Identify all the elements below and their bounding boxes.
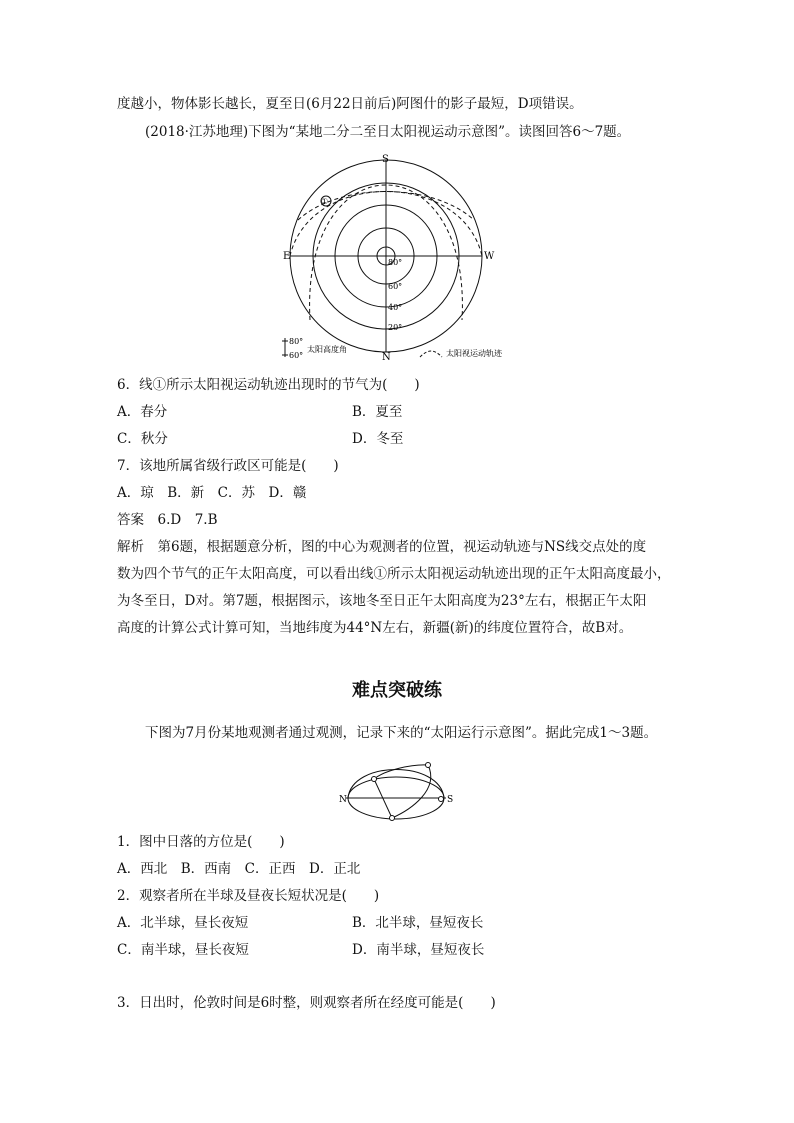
q6-option-d: D．冬至 <box>352 431 404 447</box>
legend-altitude-label: 太阳高度角 <box>307 345 347 354</box>
sun-motion-diagram <box>270 148 530 368</box>
q2-option-c: C．南半球，昼长夜短 <box>117 942 249 958</box>
q7-stem: 7．该地所属省级行政区可能是( ) <box>117 458 339 474</box>
analysis-line: 解析 第6题，根据题意分析，图的中心为观测者的位置，视运动轨迹与NS线交点处的度 <box>117 539 647 555</box>
angle-label: 80° <box>388 258 403 267</box>
legend-scale-bottom: 60° <box>289 351 304 360</box>
sun-point <box>439 797 444 802</box>
legend-scale-top: 80° <box>289 337 304 346</box>
label-n: N <box>382 352 391 363</box>
q6-stem: 6．线①所示太阳视运动轨迹出现时的节气为( ) <box>117 377 420 393</box>
q1-options: A．西北 B．西南 C．正西 D．正北 <box>117 861 361 877</box>
text-line: 度越小，物体影长越长，夏至日(6月22日前后)阿图什的影子最短，D项错误。 <box>117 96 583 112</box>
sun-point <box>390 816 395 821</box>
analysis-line: 数为四个节气的正午太阳高度，可以看出线①所示太阳视运动轨迹出现的正午太阳高度最小， <box>117 566 671 582</box>
label-s: S <box>382 154 389 165</box>
question-intro: 下图为7月份某地观测者通过观测，记录下来的“太阳运行示意图”。据此完成1～3题。 <box>145 725 658 741</box>
angle-label: 60° <box>388 282 403 291</box>
q2-option-d: D．南半球，昼短夜长 <box>352 942 485 958</box>
sun-arc <box>392 765 431 818</box>
section-title: 难点突破练 <box>352 680 442 701</box>
answer: 答案 6.D 7.B <box>117 512 218 528</box>
question-intro: (2018·江苏地理)下图为“某地二分二至日太阳视运动示意图”。读图回答6～7题。 <box>145 124 631 140</box>
q1-stem: 1．图中日落的方位是( ) <box>117 834 285 850</box>
q2-stem: 2．观察者所在半球及昼夜长短状况是( ) <box>117 888 380 904</box>
label-track-1: ① <box>321 197 329 206</box>
label-n: N <box>339 795 347 805</box>
q2-option-b: B．北半球，昼短夜长 <box>352 915 484 931</box>
angle-label: 40° <box>388 303 403 312</box>
legend-track-label: 太阳视运动轨迹 <box>446 349 502 358</box>
sun-path-diagram <box>338 752 458 824</box>
q7-options: A．琼 B．新 C．苏 D．赣 <box>117 485 307 501</box>
q3-stem: 3．日出时，伦敦时间是6时整，则观察者所在经度可能是( ) <box>117 995 496 1011</box>
q6-option-b: B．夏至 <box>352 404 403 420</box>
q2-option-a: A．北半球，昼长夜短 <box>117 915 249 931</box>
angle-label: 20° <box>388 323 403 332</box>
analysis-line: 为冬至日，D对。第7题，根据图示，该地冬至日正午太阳高度为23°左右，根据正午太阳 <box>117 593 647 609</box>
label-s: S <box>447 795 454 805</box>
q6-option-a: A．春分 <box>117 404 168 420</box>
q6-option-c: C．秋分 <box>117 431 168 447</box>
sun-point <box>426 763 431 768</box>
label-e: E <box>283 251 291 262</box>
label-w: W <box>484 251 495 262</box>
analysis-line: 高度的计算公式计算可知，当地纬度为44°N左右，新疆(新)的纬度位置符合，故B对。 <box>117 620 633 636</box>
sunrise-point <box>372 777 377 782</box>
